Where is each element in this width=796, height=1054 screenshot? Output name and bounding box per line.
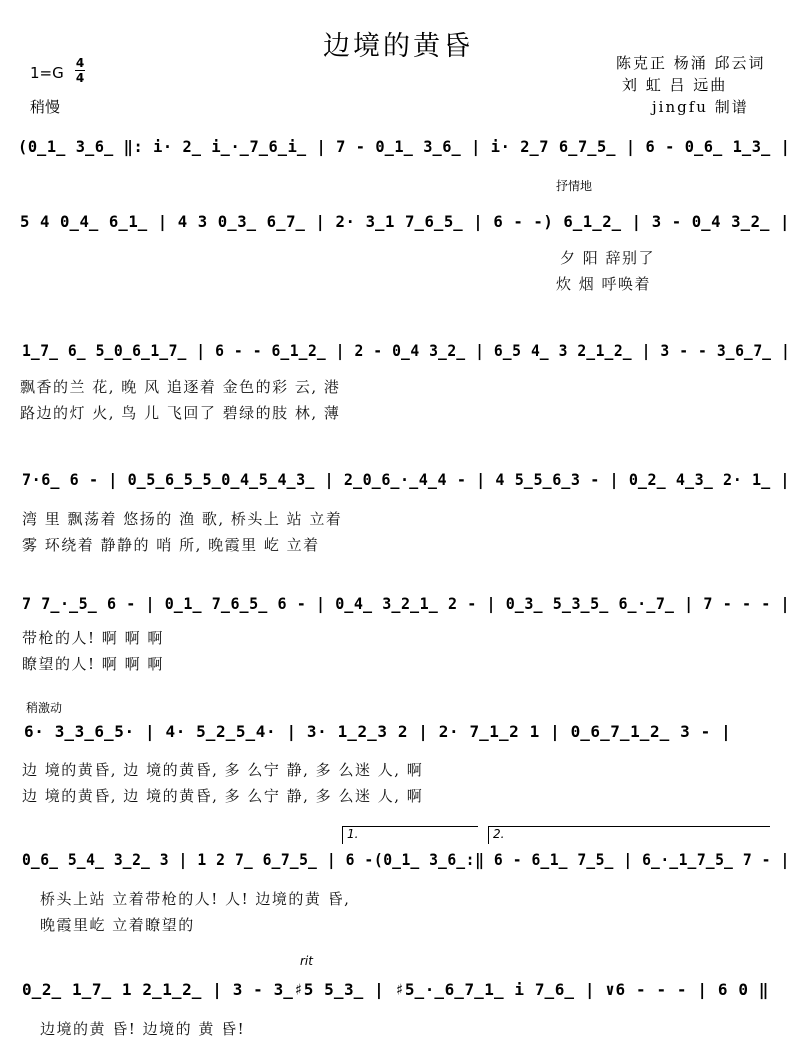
lyric-row-7-verse-1: 桥头上站 立着带枪的人! 人! 边境的黄 昏, (40, 890, 351, 908)
lyric-row-5-verse-1: 带枪的人! 啊 啊 啊 (22, 629, 164, 647)
rit-mark: rit (300, 954, 313, 968)
lyric-row-8-verse-1: 边境的黄 昏! 边境的 黄 昏! (40, 1020, 246, 1038)
notation-row-8: 0̲2̲ 1̲7̲ 1 2̲1̲2̲ | 3 - 3̲♯5 5̲3̲ | ♯5̲·̲6̲7̲1̲ i 7̲6̲ | ∨6 - - - | 6 0 ‖ (22, 980, 770, 999)
notation-row-2: 5 4 0̲4̲ 6̲1̲ | 4 3 0̲3̲ 6̲7̲ | 2· 3̲1 7̲6̲5̲ | 6 - -) 6̲1̲2̲ | 3 - 0̲4 3̲2̲ | (20, 212, 791, 231)
time-signature-bottom: 4 (75, 71, 85, 85)
lyric-row-2-verse-1: 夕 阳 辞别了 (560, 249, 656, 267)
notation-row-3: 1̲7̲ 6̲ 5̲0̲6̲1̲7̲ | 6 - - 6̲1̲2̲ | 2 - 0̲4 3̲2̲ | 6̲5 4̲ 3 2̲1̲2̲ | 3 - - 3̲6̲7̲ | (22, 341, 791, 360)
first-ending-bracket-hook (342, 826, 343, 844)
song-title: 边境的黄昏 (323, 31, 473, 62)
lyric-row-6-verse-1: 边 境的黄昏, 边 境的黄昏, 多 么宁 静, 多 么迷 人, 啊 (22, 761, 424, 779)
lyric-row-4-verse-1: 湾 里 飘荡着 悠扬的 渔 歌, 桥头上 站 立着 (22, 510, 343, 528)
tempo-intro: 稍慢 (30, 98, 61, 116)
key-signature: 1=G (30, 64, 64, 82)
notation-row-4: 7·6̲ 6 - | 0̲5̲6̲5̲5̲0̲4̲5̲4̲3̲ | 2̲0̲6̲·̲4̲4 - | 4 5̲5̲6̲3 - | 0̲2̲ 4̲3̲ 2· 1̲ | (22, 470, 791, 489)
notation-row-5: 7 7̲·̲5̲ 6 - | 0̲1̲ 7̲6̲5̲ 6 - | 0̲4̲ 3̲2̲1̲ 2 - | 0̲3̲ 5̲3̲5̲ 6̲·̲7̲ | 7 - - - | (22, 594, 791, 613)
second-ending-bracket-hook (488, 826, 489, 844)
lyric-row-7-verse-2: 晚霞里屹 立着瞭望的 (40, 916, 195, 934)
notation-row-1: (0̲1̲ 3̲6̲ ‖: i· 2̲ i̲·̲7̲6̲i̲ | 7 - 0̲1̲ 3̲6̲ | i· 2̲7 6̲7̲5̲ | 6 - 0̲6̲ 1̲3̲ | (18, 137, 791, 156)
lyric-row-6-verse-2: 边 境的黄昏, 边 境的黄昏, 多 么宁 静, 多 么迷 人, 啊 (22, 787, 424, 805)
lyric-row-4-verse-2: 雾 环绕着 静静的 哨 所, 晚霞里 屹 立着 (22, 536, 320, 554)
lyricist-credit: 陈克正 杨涌 邱云词 (616, 54, 766, 72)
time-signature-top: 4 (75, 56, 85, 70)
tempo-expressive: 抒情地 (556, 179, 593, 193)
second-ending-bracket (488, 826, 770, 827)
tempo-excited: 稍激动 (26, 701, 63, 715)
lyric-row-3-verse-1: 飘香的兰 花, 晚 风 追逐着 金色的彩 云, 港 (20, 378, 341, 396)
first-ending-label: 1. (347, 827, 359, 841)
second-ending-label: 2. (493, 827, 505, 841)
composer-credit: 刘 虹 吕 远曲 (622, 76, 728, 94)
time-signature (75, 56, 85, 85)
lyric-row-3-verse-2: 路边的灯 火, 鸟 儿 飞回了 碧绿的肢 林, 薄 (20, 404, 341, 422)
lyric-row-5-verse-2: 瞭望的人! 啊 啊 啊 (22, 655, 164, 673)
notation-row-6: 6· 3̲3̲6̲5· | 4· 5̲2̲5̲4· | 3· 1̲2̲3 2 | 2· 7̲1̲2 1 | 0̲6̲7̲1̲2̲ 3 - | (24, 722, 732, 741)
notation-row-7: 0̲6̲ 5̲4̲ 3̲2̲ 3 | 1 2 7̲ 6̲7̲5̲ | 6 -(0̲1̲ 3̲6̲:‖ 6 - 6̲1̲ 7̲5̲ | 6̲·̲1̲7̲5̲ 7 - | (22, 850, 790, 869)
lyric-row-2-verse-2: 炊 烟 呼唤着 (556, 275, 652, 293)
engraver-credit: jingfu 制谱 (652, 98, 749, 116)
first-ending-bracket (342, 826, 478, 827)
